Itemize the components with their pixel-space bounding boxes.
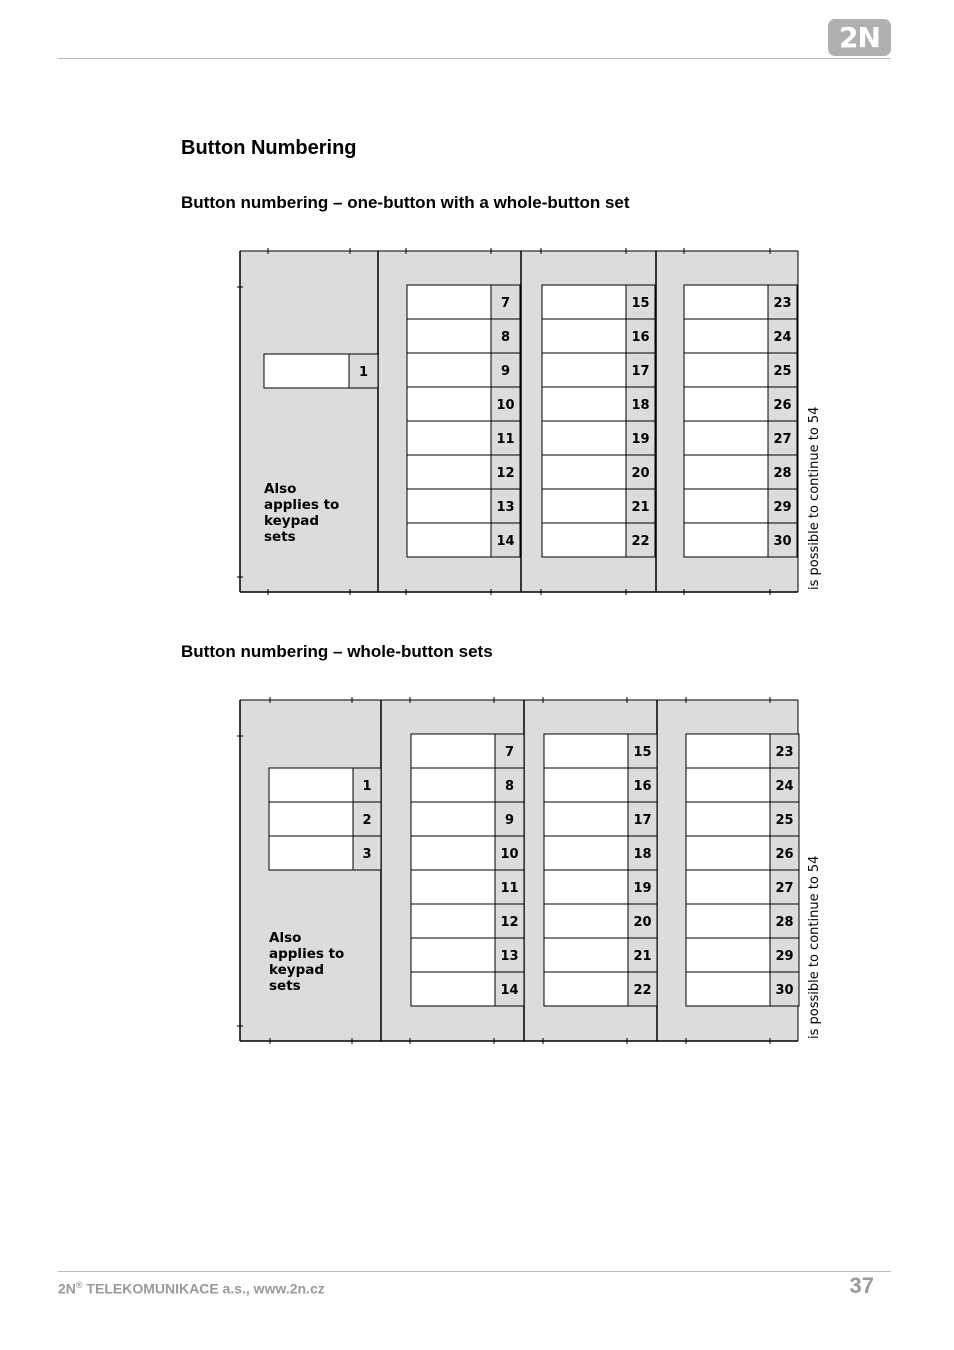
module-button-label-area — [411, 938, 495, 972]
button-number: 28 — [773, 466, 792, 481]
left-button-label-area — [269, 768, 353, 802]
button-number: 13 — [500, 949, 519, 964]
note-text: applies to — [269, 946, 345, 962]
note-text: Also — [264, 481, 297, 497]
button-number: 19 — [633, 881, 652, 896]
button-number: 11 — [500, 881, 519, 896]
button-number: 1 — [362, 779, 372, 794]
button-number: 2 — [362, 813, 372, 828]
header-rule — [58, 58, 891, 59]
module-button-label-area — [407, 421, 491, 455]
button-number: 3 — [362, 847, 372, 862]
footer-company — [58, 1280, 325, 1297]
button-number: 7 — [504, 745, 515, 760]
left-button-label-area — [264, 354, 349, 388]
module-button-label-area — [411, 972, 495, 1006]
button-number: 25 — [773, 364, 792, 379]
module-button-label-area — [544, 972, 628, 1006]
module-button-label-area — [542, 489, 626, 523]
module-button-label-area — [411, 904, 495, 938]
module-button-label-area — [544, 870, 628, 904]
button-number: 29 — [773, 500, 792, 515]
module-button-label-area — [684, 523, 768, 557]
button-number: 25 — [775, 813, 794, 828]
module-button-label-area — [684, 489, 768, 523]
module-button-label-area — [542, 523, 626, 557]
button-number: 12 — [496, 466, 515, 481]
button-number: 9 — [504, 813, 515, 828]
module-button-label-area — [684, 353, 768, 387]
module-button-label-area — [411, 802, 495, 836]
continue-note: is possible to continue to 54 — [807, 406, 822, 590]
button-number: 30 — [775, 983, 794, 998]
module-button-label-area — [542, 285, 626, 319]
module-button-label-area — [542, 421, 626, 455]
module-button-label-area — [686, 836, 770, 870]
button-number: 10 — [496, 398, 515, 413]
button-number: 8 — [504, 779, 515, 794]
module-button-label-area — [686, 972, 770, 1006]
module-button-label-area — [544, 836, 628, 870]
note-text: sets — [264, 529, 296, 545]
module-button-label-area — [407, 285, 491, 319]
note-text: keypad — [264, 513, 320, 529]
note-text: keypad — [269, 962, 325, 978]
button-number: 15 — [631, 296, 650, 311]
button-number: 23 — [775, 745, 794, 760]
brand-logo: 2N — [828, 19, 891, 56]
diagram2-title: Button numbering – whole-button sets — [181, 642, 493, 661]
button-numbering-diagram-whole-button — [236, 696, 836, 1046]
button-number: 1 — [358, 365, 369, 380]
button-number: 7 — [500, 296, 511, 311]
module-button-label-area — [407, 455, 491, 489]
module-button-label-area — [542, 387, 626, 421]
button-number: 20 — [633, 915, 652, 930]
note-text: sets — [269, 978, 301, 994]
button-number: 19 — [631, 432, 650, 447]
button-number: 18 — [631, 398, 650, 413]
section-title: Button Numbering — [181, 137, 357, 159]
button-number: 10 — [500, 847, 519, 862]
left-button-label-area — [269, 802, 353, 836]
module-button-label-area — [684, 319, 768, 353]
button-number: 15 — [633, 745, 652, 760]
module-button-label-area — [684, 285, 768, 319]
button-number: 12 — [500, 915, 519, 930]
button-number: 21 — [631, 500, 650, 515]
module-button-label-area — [411, 734, 495, 768]
module-button-label-area — [407, 353, 491, 387]
button-number: 22 — [631, 534, 650, 549]
button-number: 21 — [633, 949, 652, 964]
module-button-label-area — [407, 523, 491, 557]
module-button-label-area — [684, 421, 768, 455]
button-number: 28 — [775, 915, 794, 930]
left-button-label-area — [269, 836, 353, 870]
button-number: 30 — [773, 534, 792, 549]
button-number: 26 — [773, 398, 792, 413]
module-button-label-area — [684, 455, 768, 489]
module-button-label-area — [544, 938, 628, 972]
module-button-label-area — [686, 768, 770, 802]
module-button-label-area — [686, 904, 770, 938]
button-number: 27 — [773, 432, 792, 447]
button-numbering-diagram-one-button — [236, 247, 836, 597]
module-button-label-area — [411, 768, 495, 802]
button-number: 8 — [500, 330, 511, 345]
module-button-label-area — [544, 904, 628, 938]
button-number: 29 — [775, 949, 794, 964]
button-number: 14 — [496, 534, 515, 549]
footer-brand: 2N — [58, 1280, 76, 1297]
module-button-label-area — [686, 734, 770, 768]
button-number: 24 — [773, 330, 792, 345]
module-button-label-area — [686, 802, 770, 836]
button-number: 26 — [775, 847, 794, 862]
button-number: 22 — [633, 983, 652, 998]
module-button-label-area — [411, 870, 495, 904]
button-number: 9 — [500, 364, 511, 379]
button-number: 16 — [633, 779, 652, 794]
button-number: 27 — [775, 881, 794, 896]
module-button-label-area — [407, 319, 491, 353]
module-button-label-area — [686, 938, 770, 972]
module-button-label-area — [686, 870, 770, 904]
module-button-label-area — [542, 319, 626, 353]
module-button-label-area — [407, 387, 491, 421]
continue-note: is possible to continue to 54 — [807, 855, 822, 1039]
note-text: applies to — [264, 497, 340, 513]
button-number: 24 — [775, 779, 794, 794]
button-number: 13 — [496, 500, 515, 515]
footer-company-text: TELEKOMUNIKACE a.s., www.2n.cz — [82, 1280, 325, 1297]
module-button-label-area — [544, 768, 628, 802]
module-button-label-area — [542, 455, 626, 489]
button-number: 20 — [631, 466, 650, 481]
button-number: 18 — [633, 847, 652, 862]
diagram1-title: Button numbering – one-button with a whole-button set — [181, 193, 630, 212]
button-number: 11 — [496, 432, 515, 447]
module-button-label-area — [684, 387, 768, 421]
module-button-label-area — [411, 836, 495, 870]
module-button-label-area — [542, 353, 626, 387]
button-number: 17 — [633, 813, 652, 828]
button-number: 16 — [631, 330, 650, 345]
button-number: 23 — [773, 296, 792, 311]
page-number: 37 — [849, 1273, 874, 1298]
button-number: 17 — [631, 364, 650, 379]
registered-mark: ® — [75, 1280, 83, 1290]
module-button-label-area — [544, 734, 628, 768]
note-text: Also — [269, 930, 302, 946]
module-button-label-area — [544, 802, 628, 836]
button-number: 14 — [500, 983, 519, 998]
module-button-label-area — [407, 489, 491, 523]
footer-rule — [58, 1271, 891, 1272]
